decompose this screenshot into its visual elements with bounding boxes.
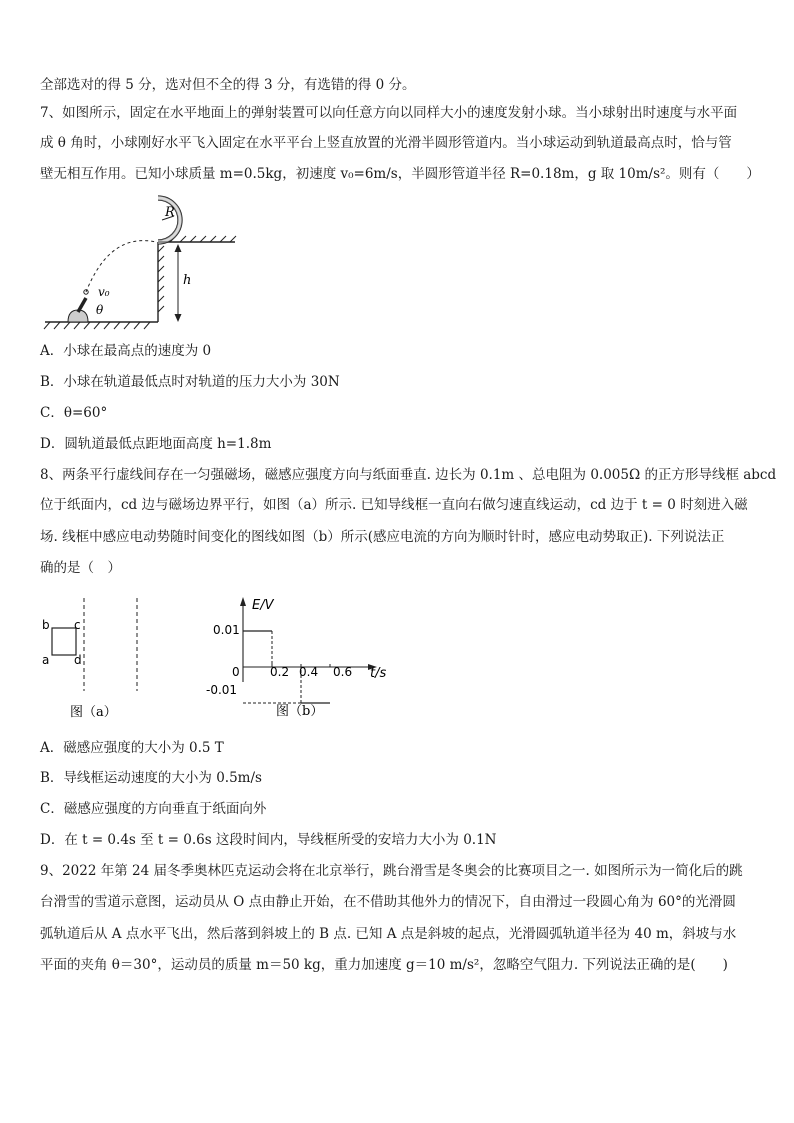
- v0-label: v₀: [98, 285, 110, 299]
- x-tick-0.4: 0.4: [299, 665, 319, 679]
- q8-option-b: B．导线框运动速度的大小为 0.5m/s: [40, 770, 262, 786]
- y-tick-pos: 0.01: [213, 623, 240, 637]
- tube-fill: [158, 196, 182, 244]
- q9-line-4: 平面的夹角 θ＝30°，运动员的质量 m＝50 kg，重力加速度 g＝10 m/s²，忽略空气阻力. 下列说法正确的是( ): [40, 957, 728, 973]
- q8-option-c: C．磁感应强度的方向垂直于纸面向外: [40, 801, 267, 817]
- launcher-barrel: [78, 298, 86, 312]
- q8-figure-b: [200, 592, 400, 724]
- q8-line-1: 8、两条平行虚线间存在一匀强磁场，磁感应强度方向与纸面垂直. 边长为 0.1m 、总电阻为 0.005Ω 的正方形导线框 abcd: [40, 467, 777, 483]
- platform-hatching: [170, 236, 236, 242]
- ground-hatching: [44, 322, 150, 329]
- wire-frame: [52, 628, 76, 655]
- q7-figure: [40, 192, 240, 332]
- theta-label: θ: [96, 303, 104, 317]
- x-axis-label: t/s: [370, 666, 387, 681]
- q8-figure-a: [38, 596, 158, 724]
- q8-line-4: 确的是（ ）: [40, 560, 121, 576]
- wall-hatching: [158, 246, 164, 312]
- q7-option-b: B．小球在轨道最低点时对轨道的压力大小为 30N: [40, 374, 340, 390]
- vertex-c-label: c: [74, 618, 81, 632]
- q7-line-3: 壁无相互作用。已知小球质量 m=0.5kg，初速度 v₀=6m/s，半圆形管道半径 R=0.18m，g 取 10m/s²。则有（ ）: [40, 166, 760, 182]
- trajectory-path: [86, 241, 156, 292]
- y-axis-arrow: [240, 597, 246, 606]
- q9-line-2: 台滑雪的雪道示意图，运动员从 O 点由静止开始，在不借助其他外力的情况下，自由滑过一段圆心角为 60°的光滑圆: [40, 894, 736, 910]
- q8-line-3: 场. 线框中感应电动势随时间变化的图线如图（b）所示(感应电流的方向为顺时针时，感应电动势取正). 下列说法正: [40, 529, 725, 545]
- x-tick-0.2: 0.2: [270, 665, 290, 679]
- figure-b-caption: 图（b）: [276, 704, 324, 719]
- radius-label: R: [165, 205, 175, 220]
- scoring-note: 全部选对的得 5 分，选对但不全的得 3 分，有选错的得 0 分。: [40, 77, 416, 93]
- x-tick-0.6: 0.6: [333, 665, 353, 679]
- vertex-a-label: a: [42, 653, 50, 667]
- q7-line-1: 7、如图所示，固定在水平地面上的弹射装置可以向任意方向以同样大小的速度发射小球。当小球射出时速度与水平面: [40, 105, 738, 121]
- height-arrow-down-head: [175, 314, 182, 322]
- q8-option-a: A．磁感应强度的大小为 0.5 T: [40, 740, 224, 756]
- q9-line-3: 弧轨道后从 A 点水平飞出，然后落到斜坡上的 B 点. 已知 A 点是斜坡的起点，光滑圆弧轨道半径为 40 m，斜坡与水: [40, 926, 737, 942]
- q7-option-c: C．θ=60°: [40, 405, 108, 421]
- q7-option-a: A．小球在最高点的速度为 0: [40, 343, 212, 359]
- vertex-b-label: b: [42, 618, 50, 632]
- q9-line-1: 9、2022 年第 24 届冬季奥林匹克运动会将在北京举行，跳台滑雪是冬奥会的比赛项目之一. 如图所示为一简化后的跳: [40, 863, 743, 879]
- y-axis-label: E/V: [252, 598, 274, 613]
- origin-label: 0: [232, 665, 240, 679]
- height-label: h: [183, 273, 192, 288]
- q7-option-d: D．圆轨道最低点距地面高度 h=1.8m: [40, 436, 272, 452]
- q8-option-d: D．在 t = 0.4s 至 t = 0.6s 这段时间内，导线框所受的安培力大小为 0.1N: [40, 832, 497, 848]
- vertex-d-label: d: [74, 653, 82, 667]
- figure-a-caption: 图（a）: [70, 705, 117, 720]
- height-arrow-up-head: [175, 244, 182, 252]
- q8-line-2: 位于纸面内，cd 边与磁场边界平行，如图（a）所示. 已知导线框一直向右做匀速直线运动，cd 边于 t = 0 时刻进入磁: [40, 497, 748, 513]
- q7-line-2: 成 θ 角时，小球刚好水平飞入固定在水平平台上竖直放置的光滑半圆形管道内。当小球运动到轨道最高点时，恰与管: [40, 135, 732, 151]
- y-tick-neg: -0.01: [206, 683, 238, 697]
